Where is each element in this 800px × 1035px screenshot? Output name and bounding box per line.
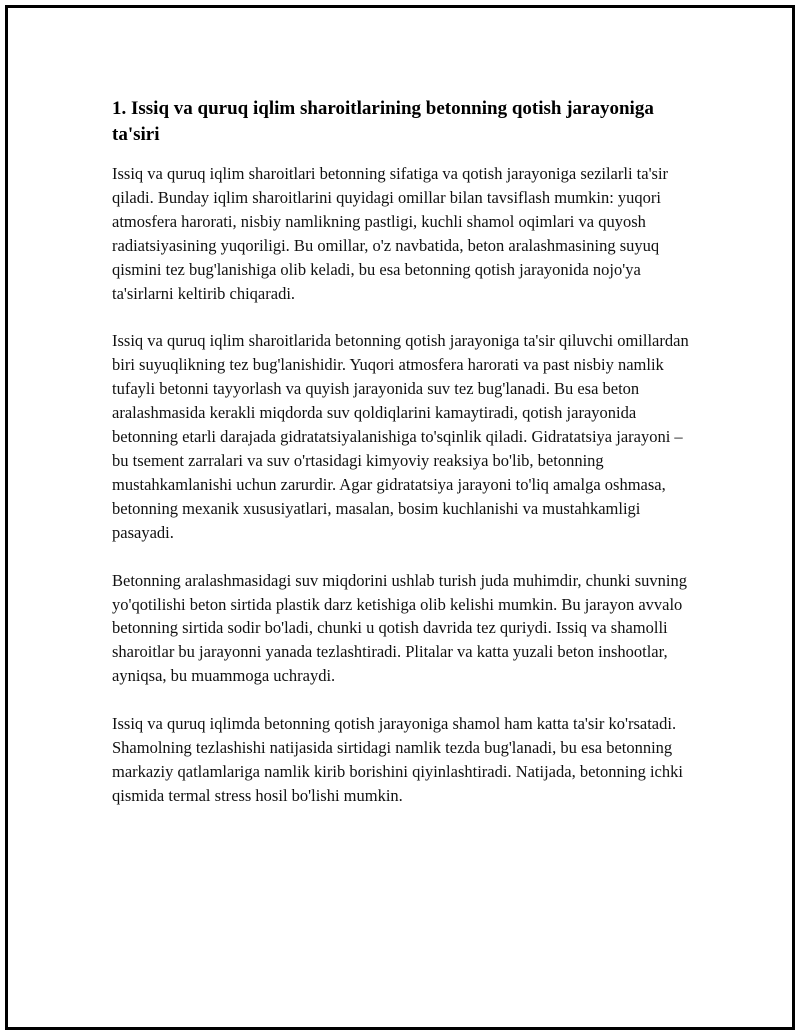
paragraph-4: Issiq va quruq iqlimda betonning qotish jarayoniga shamol ham katta ta'sir ko'rsatadi. Shamolning tezlashishi natijasida sirtidagi namlik tezda bug'lanadi, bu esa betonning markaziy qatlamlariga namlik kirib borishini qiyinlashtiradi. Natijada, betonning ichki qismida termal stress hosil bo'lishi mumkin. [112, 714, 683, 805]
paragraph-2: Issiq va quruq iqlim sharoitlarida betonning qotish jarayoniga ta'sir qiluvchi omillardan biri suyuqlikning tez bug'lanishidir. Yuqori atmosfera harorati va past nisbiy namlik tufayli betonni tayyorlash va quyish jarayonida suv tez bug'lanadi. Bu esa beton aralashmasida kerakli miqdorda suv qoldiqlarini kamaytiradi, qotish jarayonida betonning etarli darajada gidratatsiyalanishiga to'sqinlik qiladi. Gidratatsiya jarayoni – bu tsement zarralari va suv o'rtasidagi kimyoviy reaksiya bo'lib, betonning mustahkamlanishi uchun zarurdir. Agar gidratatsiya jarayoni to'liq amalga oshmasa, betonning mexanik xususiyatlari, masalan, bosim kuchlanishi va mustahkamligi pasayadi. [112, 331, 689, 542]
document-body [112, 96, 692, 832]
section-heading: 1. Issiq va quruq iqlim sharoitlarining betonning qotish jarayoniga ta'siri [112, 98, 654, 145]
paragraph-3: Betonning aralashmasidagi suv miqdorini ushlab turish juda muhimdir, chunki suvning yo'qotilishi beton sirtida plastik darz ketishiga olib kelishi mumkin. Bu jarayon avvalo betonning sirtida sodir bo'ladi, chunki u qotish davrida tez quriydi. Issiq va shamolli sharoitlar bu jarayonni yanada tezlashtiradi. Plitalar va katta yuzali beton inshootlar, ayniqsa, bu muammoga uchraydi. [112, 570, 687, 686]
paragraph-1: Issiq va quruq iqlim sharoitlari betonning sifatiga va qotish jarayoniga sezilarli ta'sir qiladi. Bunday iqlim sharoitlarini quyidagi omillar bilan tavsiflash mumkin: yuqori atmosfera harorati, nisbiy namlikning pastligi, kuchli shamol oqimlari va quyosh radiatsiyasining yuqoriligi. Bu omillar, o'z navbatida, beton aralashmasining suyuq qismini tez bug'lanishiga olib keladi, bu esa betonning qotish jarayonida nojo'ya ta'sirlarni keltirib chiqaradi. [112, 164, 669, 303]
